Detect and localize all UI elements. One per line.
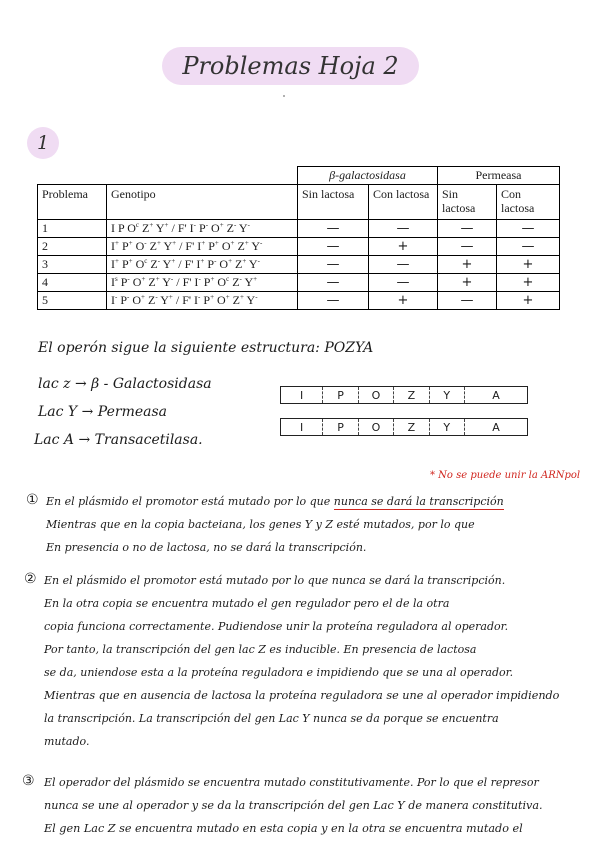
strip-cell: Z (394, 419, 429, 435)
page-title: Problemas Hoja 2 (162, 47, 419, 85)
row-problem-number: 3 (38, 255, 107, 273)
answer-2-number: ② (24, 571, 37, 587)
answer-1-line: Mientras que en la copia bacteiana, los genes Y y Z esté mutados, por lo que (46, 518, 475, 531)
red-note: * No se puede unir la ARNpol (430, 470, 581, 481)
row-result-mark: — (369, 273, 438, 291)
lac-y-line: Lac Y → Permeasa (38, 404, 168, 420)
row-genotype: I+ P+ O- Z+ Y+ / F' I+ P+ O+ Z+ Y- (107, 237, 298, 255)
strip-cell: O (359, 419, 394, 435)
answer-3-line: El operador del plásmido se encuentra mutado constitutivamente. Por lo que el represor (44, 776, 539, 789)
header-beta-galactosidasa: β-galactosidasa (298, 167, 438, 185)
row-result-mark: + (497, 255, 560, 273)
answer-2-line: Por tanto, la transcripción del gen lac Z es inducible. En presencia de lactosa (44, 643, 477, 656)
genotype-table (37, 166, 560, 310)
row-result-mark: — (369, 255, 438, 273)
row-result-mark: + (369, 291, 438, 309)
strip-cell: P (323, 419, 358, 435)
operon-intro: El operón sigue la siguiente estructura: POZYA (38, 340, 374, 356)
table-row (38, 237, 560, 255)
answer-3 (44, 771, 543, 840)
operon-strip-bottom (280, 418, 528, 436)
answer-2-line: En la otra copia se encuentra mutado el gen regulador pero el de la otra (44, 597, 450, 610)
row-result-mark: + (438, 255, 497, 273)
subheader-sin-lactosa-bgal: Sin lactosa (298, 184, 369, 219)
row-result-mark: — (438, 291, 497, 309)
subheader-con-lactosa-perm: Con lactosa (497, 184, 560, 219)
row-problem-number: 5 (38, 291, 107, 309)
row-result-mark: — (369, 219, 438, 237)
answer-2-line: copia funciona correctamente. Pudiendose unir la proteína reguladora al operador. (44, 620, 509, 633)
row-result-mark: + (369, 237, 438, 255)
row-result-mark: — (497, 219, 560, 237)
row-result-mark: — (438, 219, 497, 237)
row-result-mark: — (298, 219, 369, 237)
answer-1-line: En el plásmido el promotor está mutado por lo que (46, 495, 331, 508)
row-result-mark: — (497, 237, 560, 255)
header-permeasa: Permeasa (438, 167, 560, 185)
strip-cell: O (359, 387, 394, 403)
row-genotype: $I^s$ P- O+ Z+ Y- / F' I- P+ $O^c$ Z- Y+ (107, 273, 298, 291)
answer-1-underlined: nunca se dará la transcripción (333, 495, 504, 508)
strip-cell: Y (430, 387, 465, 403)
row-genotype: I P $O^c$ Z+ Y+ / F' I- P- O+ Z- Y- (107, 219, 298, 237)
row-result-mark: + (497, 291, 560, 309)
answer-1-line: En presencia o no de lactosa, no se dará la transcripción. (46, 541, 367, 554)
lac-z-line: lac z → β - Galactosidasa (38, 376, 212, 392)
table-row (38, 291, 560, 309)
row-result-mark: — (298, 255, 369, 273)
answer-2-line: mutado. (44, 735, 90, 748)
strip-cell: A (492, 420, 500, 434)
strip-cell: I (281, 419, 323, 435)
row-genotype: I- P- O+ Z- Y+ / F' I- P+ O+ Z+ Y- (107, 291, 298, 309)
section-number-badge: 1 (27, 127, 59, 159)
answer-3-line: El gen Lac Z se encuentra mutado en esta copia y en la otra se encuentra mutado el (44, 822, 523, 835)
strip-cell: Y (430, 419, 465, 435)
strip-cell: P (323, 387, 358, 403)
row-problem-number: 1 (38, 219, 107, 237)
pen-dot (283, 95, 285, 97)
row-result-mark: — (438, 237, 497, 255)
row-genotype: I+ P+ $O^c$ Z- Y+ / F' I+ P- O+ Z+ Y- (107, 255, 298, 273)
table-row (38, 255, 560, 273)
strip-cell: Z (394, 387, 429, 403)
row-result-mark: + (497, 273, 560, 291)
subheader-con-lactosa-bgal: Con lactosa (369, 184, 438, 219)
answer-2-line: la transcripción. La transcripción del gen Lac Y nunca se da porque se encuentra (44, 712, 499, 725)
answer-1 (46, 490, 504, 559)
row-problem-number: 4 (38, 273, 107, 291)
answer-2-line: se da, uniendose esta a la proteína reguladora e impidiendo que se una al operador. (44, 666, 514, 679)
row-result-mark: — (298, 237, 369, 255)
answer-1-number: ① (26, 492, 39, 508)
row-result-mark: — (298, 273, 369, 291)
strip-cell: A (492, 388, 500, 402)
lac-a-line: Lac A → Transacetilasa. (34, 432, 203, 448)
strip-cell: I (281, 387, 323, 403)
answer-2-line: Mientras que en ausencia de lactosa la proteína reguladora se une al operador impidiendo (44, 689, 560, 702)
answer-2 (44, 569, 559, 753)
operon-strip-top (280, 386, 528, 404)
row-result-mark: + (438, 273, 497, 291)
header-genotipo: Genotipo (107, 184, 298, 219)
table-row (38, 273, 560, 291)
row-problem-number: 2 (38, 237, 107, 255)
row-result-mark: — (298, 291, 369, 309)
header-problema: Problema (38, 184, 107, 219)
answer-3-number: ③ (22, 773, 35, 789)
answer-3-line: nunca se une al operador y se da la transcripción del gen Lac Y de manera constitutiva. (44, 799, 543, 812)
subheader-sin-lactosa-perm: Sin lactosa (438, 184, 497, 219)
answer-2-line: En el plásmido el promotor está mutado por lo que nunca se dará la transcripción. (44, 574, 506, 587)
table-row (38, 219, 560, 237)
